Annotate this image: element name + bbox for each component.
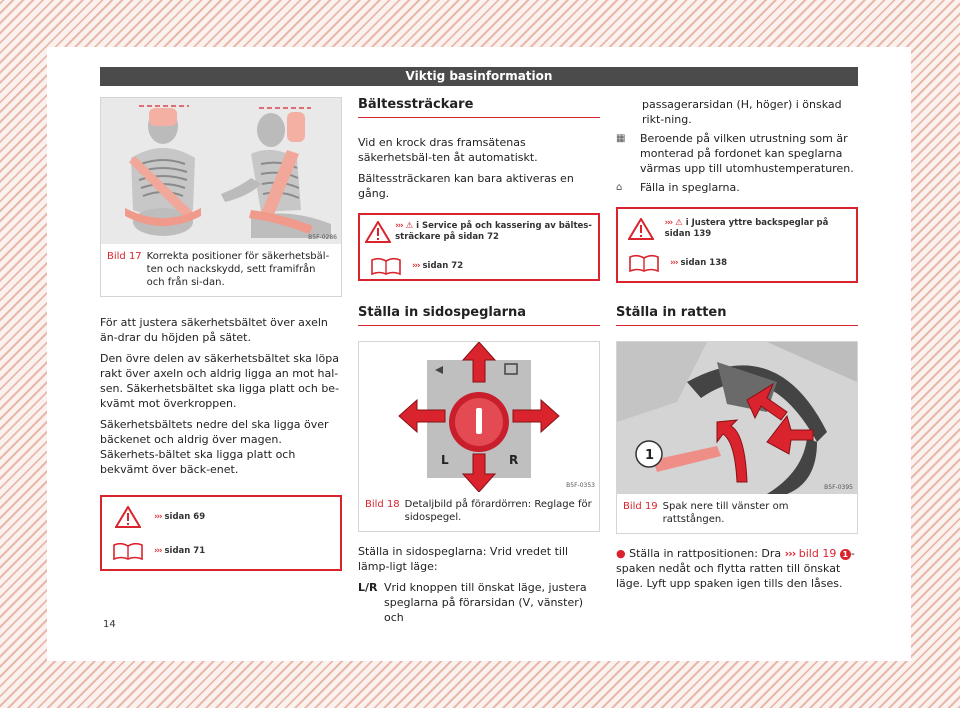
figure-number: Bild 17 [107, 251, 142, 262]
mirror-control-illustration [359, 342, 599, 492]
page-link[interactable]: i Justera yttre backspeglar på sidan 139 [664, 218, 829, 239]
figure-18 [358, 341, 600, 532]
section-title: Ställa in sidospeglarna [358, 305, 600, 326]
list-item [616, 131, 858, 176]
warning-row: ››› sidan 69 [102, 500, 340, 534]
figure-reference-link[interactable]: bild 19 [798, 547, 837, 560]
figure-caption [101, 244, 341, 296]
item-label: L/R [358, 581, 378, 594]
paragraph: Säkerhetsbältets nedre del ska ligga över bäckenet och aldrig över magen. Säkerhets-bältet ska ligga platt och bekvämt över bäck-enet. [100, 418, 329, 476]
list-item-continued [616, 97, 858, 127]
figure-number: Bild 18 [365, 499, 400, 510]
warning-mini-icon: ⚠ [675, 218, 683, 228]
figure-caption-text: Spak nere till vänster om rattstången. [662, 501, 789, 525]
page-link[interactable]: sidan 138 [680, 257, 728, 268]
book-icon [112, 541, 144, 561]
figure-code: B5F-0353 [566, 482, 595, 489]
figure-19 [616, 341, 858, 534]
paragraph: Vid en krock dras framsätenas säkerhetsbäl-ten åt automatiskt. [358, 136, 538, 164]
bullet-icon: ● [616, 547, 626, 560]
item-text: passagerarsidan (H, höger) i önskad rikt-ning. [642, 98, 842, 126]
knob-label-left: L [441, 453, 449, 467]
book-icon [370, 256, 402, 276]
note-row: ››› sidan 138 [618, 246, 856, 280]
fold-mirror-icon: ⌂ [616, 182, 623, 193]
seatbelt-illustration [101, 98, 341, 244]
item-text: Vrid knoppen till önskat läge, justera speglarna på förarsidan (V, vänster) och [384, 581, 587, 624]
column-3 [616, 97, 858, 597]
item-text: Fälla in speglarna. [640, 181, 740, 194]
heater-icon: ▦ [616, 133, 626, 144]
note-row: ››› sidan 72 [360, 249, 598, 283]
figure-caption [617, 494, 857, 533]
figure-number: Bild 19 [623, 501, 658, 512]
warning-box [100, 495, 342, 571]
warning-triangle-icon [365, 221, 391, 243]
section-title: Ställa in ratten [616, 305, 858, 326]
warning-row: ››› ⚠ i Service på och kassering av bältes-sträckare på sidan 72 [360, 215, 598, 249]
column-1 [100, 97, 342, 571]
column-2 [358, 97, 600, 629]
paragraph: Den övre delen av säkerhetsbältet ska löpa rakt över axeln och aldrig ligga an mot hal-sen. Säkerhetsbältet ska ligga platt och be-kvämt mot överkroppen. [100, 352, 340, 410]
figure-code: B5F-0395 [824, 484, 853, 491]
manual-page [47, 47, 911, 661]
warning-mini-icon: ⚠ [405, 221, 414, 231]
warning-box [616, 207, 858, 283]
figure-17 [100, 97, 342, 297]
knob-label-right: R [509, 453, 519, 467]
warning-box [358, 213, 600, 281]
paragraph: Bältessträckaren kan bara aktiveras en gång. [358, 172, 574, 200]
page-link[interactable]: sidan 69 [164, 511, 206, 522]
figure-caption [359, 492, 599, 531]
book-icon [628, 253, 660, 273]
paragraph-text: -spaken nedåt och flytta ratten till önskat läge. Lyft upp spaken igen tills den låses. [616, 547, 855, 590]
paragraph: ● Ställa in rattpositionen: Dra ››› bild 19 1 -spaken nedåt och flytta ratten till önskat läge. Lyft upp spaken igen tills den låses. [616, 547, 855, 590]
paragraph: För att justera säkerhetsbältet över axeln än-drar du höjden på sätet. [100, 316, 328, 344]
note-row: ››› sidan 71 [102, 534, 340, 568]
page-link[interactable]: i Service på och kassering av bältes-sträckare på sidan 72 [395, 221, 592, 242]
list-item [616, 180, 858, 195]
paragraph-text: Ställa in rattpositionen: Dra [629, 547, 782, 560]
paragraph: Ställa in sidospeglarna: Vrid vredet till lämp-ligt läge: [358, 545, 569, 573]
warning-triangle-icon [628, 218, 654, 240]
page-header: Viktig basinformation [100, 67, 858, 86]
callout-number: 1 [645, 448, 655, 463]
figure-caption-text: Detaljbild på förardörren: Reglage för sidospegel. [404, 499, 592, 523]
page-link[interactable]: sidan 72 [422, 260, 464, 271]
list-item [358, 580, 600, 625]
warning-triangle-icon [115, 506, 141, 528]
figure-code: B5F-0286 [308, 234, 337, 241]
page-link[interactable]: sidan 71 [164, 545, 206, 556]
section-title: Bältessträckare [358, 97, 600, 118]
figure-caption-text: Korrekta positioner för säkerhetsbäl-ten och nackskydd, sett framifrån och från si-dan. [146, 251, 330, 288]
item-text: Beroende på vilken utrustning som är monterad på fordonet kan speglarna värmas upp till utomhustemperaturen. [640, 132, 854, 175]
page-number: 14 [103, 619, 116, 630]
warning-row: ››› ⚠ i Justera yttre backspeglar på sidan 139 [618, 212, 856, 246]
steering-lever-illustration [617, 342, 857, 494]
callout-badge: 1 [840, 549, 851, 560]
